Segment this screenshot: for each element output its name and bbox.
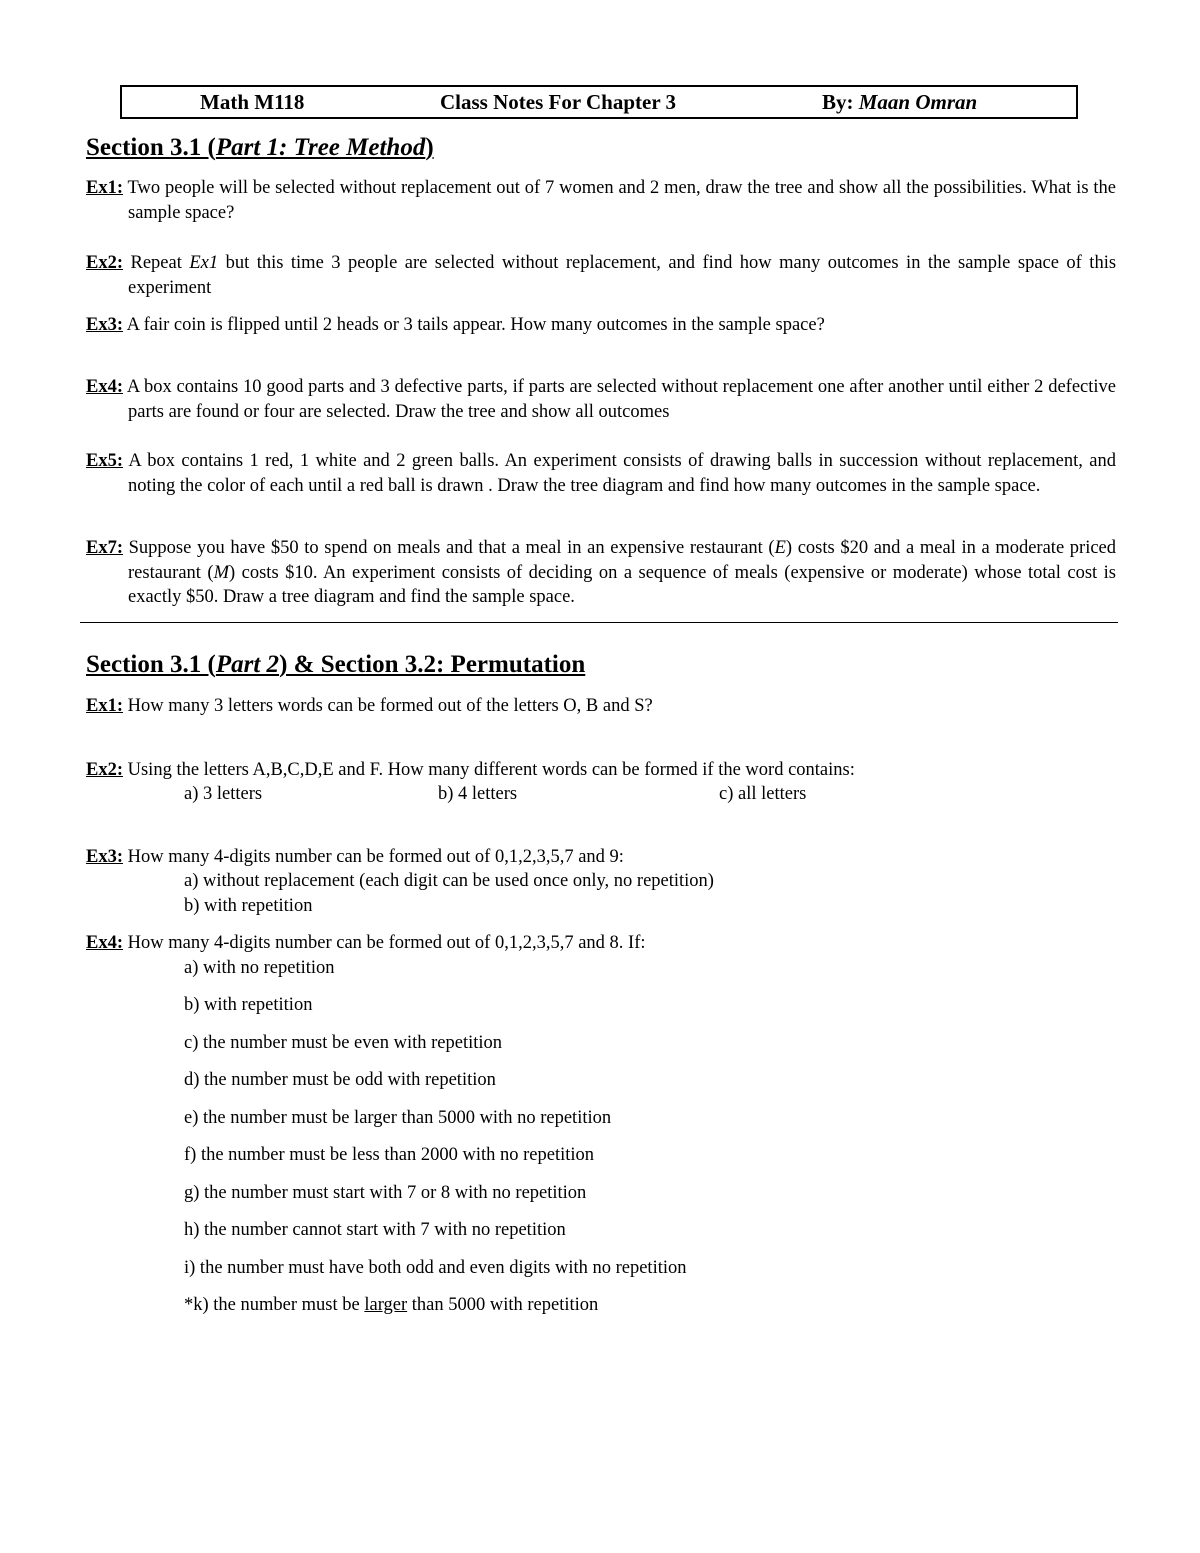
ex4-item-k: *k) the number must be larger than 5000 with repetition [184, 1295, 599, 1315]
ex2-option-a: a) 3 letters [184, 784, 263, 804]
ex4-item-i: i) the number must have both odd and even digits with no repetition [184, 1258, 687, 1278]
ex4-item-e: e) the number must be larger than 5000 with no repetition [184, 1108, 612, 1128]
section-1-ex1: Ex1: Two people will be selected without replacement out of 7 women and 2 men, draw the tree and show all the possibilities. What is the sample space? [86, 178, 1116, 223]
section-2-title: Section 3.1 (Part 2) & Section 3.2: Permutation [86, 651, 586, 678]
ex4-item-d: d) the number must be odd with repetition [184, 1070, 496, 1090]
section-1-ex3: Ex3: A fair coin is flipped until 2 heads or 3 tails appear. How many outcomes in the sample space? [86, 315, 825, 335]
author-prefix: By: [822, 90, 854, 114]
author-name: Maan Omran [858, 90, 978, 114]
ex2-option-b: b) 4 letters [438, 784, 518, 804]
section-1-ex4: Ex4: A box contains 10 good parts and 3 defective parts, if parts are selected without replacement one after another until either 2 defective parts are found or four are selected. Draw the tree and show all outcomes [86, 377, 1116, 422]
ex4-item-b: b) with repetition [184, 995, 313, 1015]
ex2-option-c: c) all letters [719, 784, 807, 804]
section-divider [80, 622, 1118, 623]
ex4-item-f: f) the number must be less than 2000 with no repetition [184, 1145, 595, 1165]
notes-title: Class Notes For Chapter 3 [440, 90, 677, 114]
section-2-ex2: Ex2: Using the letters A,B,C,D,E and F. How many different words can be formed if the word contains: [86, 760, 855, 780]
section-2-ex1: Ex1: How many 3 letters words can be formed out of the letters O, B and S? [86, 696, 653, 716]
course-name: Math M118 [200, 90, 305, 114]
header-box [120, 85, 1078, 119]
ex3-option-b: b) with repetition [184, 896, 313, 916]
section-1-title: Section 3.1 (Part 1: Tree Method) [86, 134, 434, 161]
section-1-ex5: Ex5: A box contains 1 red, 1 white and 2 green balls. An experiment consists of drawing balls in succession without replacement, and noting the color of each until a red ball is drawn . Draw the tree diagram and find how many outcomes in the sample space. [86, 451, 1116, 496]
section-2-ex3: Ex3: How many 4-digits number can be formed out of 0,1,2,3,5,7 and 9: [86, 847, 624, 867]
ex3-option-a: a) without replacement (each digit can be used once only, no repetition) [184, 871, 714, 891]
ex4-item-g: g) the number must start with 7 or 8 with no repetition [184, 1183, 587, 1203]
ex4-item-c: c) the number must be even with repetition [184, 1033, 503, 1053]
ex4-item-h: h) the number cannot start with 7 with no repetition [184, 1220, 566, 1240]
section-1-ex7: Ex7: Suppose you have $50 to spend on meals and that a meal in an expensive restaurant (E) costs $20 and a meal in a moderate priced restaurant (M) costs $10. An experiment consists of deciding on a sequence of meals (expensive or moderate) whose total cost is exactly $50. Draw a tree diagram and find the sample space. [86, 538, 1117, 607]
section-1-ex2: Ex2: Repeat Ex1 but this time 3 people are selected without replacement, and find how many outcomes in the sample space of this experiment [86, 253, 1117, 298]
author [822, 90, 977, 115]
section-2-ex4: Ex4: How many 4-digits number can be formed out of 0,1,2,3,5,7 and 8. If: [86, 933, 646, 953]
ex4-item-a: a) with no repetition [184, 958, 335, 978]
